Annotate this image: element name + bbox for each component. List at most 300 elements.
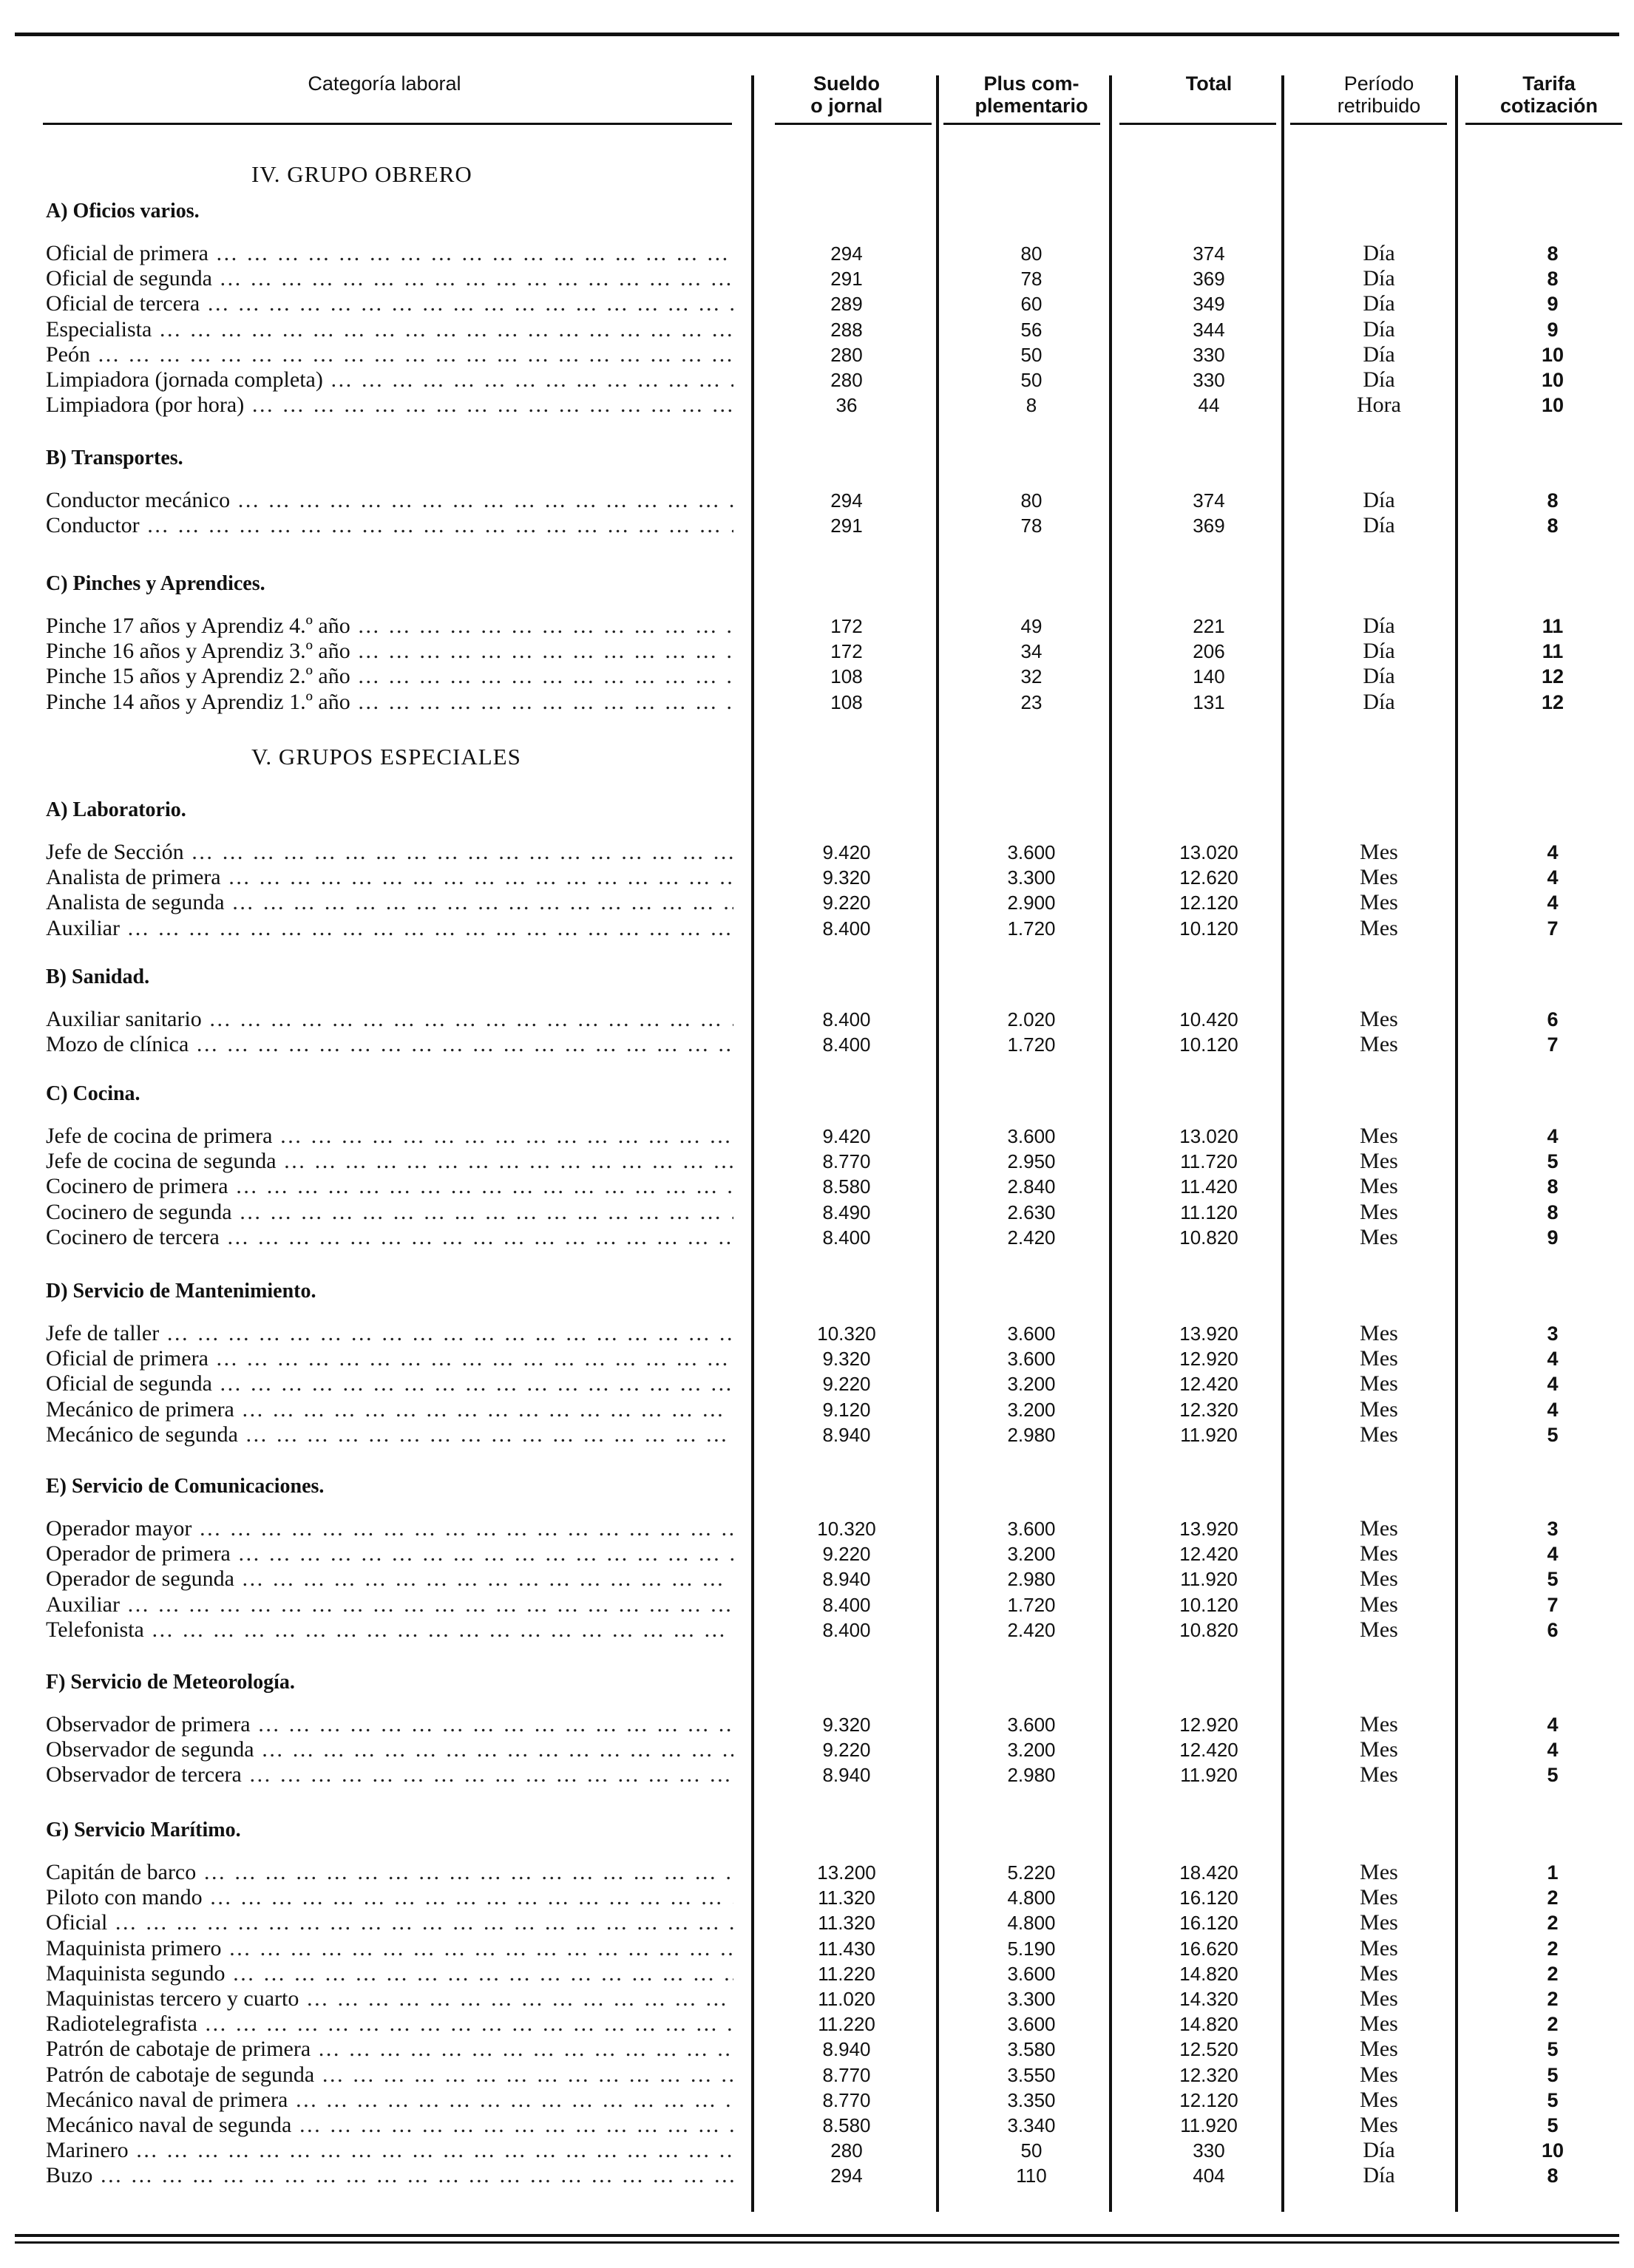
cell-periodo: Día xyxy=(1363,291,1395,316)
cell-plus: 56 xyxy=(1020,318,1043,341)
cell-total: 14.320 xyxy=(1179,1988,1238,2010)
cell-periodo: Mes xyxy=(1360,1346,1398,1371)
cell-sueldo: 294 xyxy=(830,2165,863,2187)
cell-tarifa: 6 xyxy=(1547,1618,1559,1641)
cell-sueldo: 9.320 xyxy=(822,1348,871,1371)
cell-periodo: Mes xyxy=(1360,890,1398,915)
cell-tarifa: 4 xyxy=(1547,1714,1559,1736)
cell-total: 12.420 xyxy=(1179,1373,1238,1396)
cell-sueldo: 11.430 xyxy=(818,1937,875,1960)
section-title: A) Laboratorio. xyxy=(46,798,186,821)
row-label: Cocinero de segunda … … … … … … … … … … … … … … … … … … … … … … … … … … … … … … … … … … … … xyxy=(46,1200,733,1225)
cell-periodo: Mes xyxy=(1360,1321,1398,1345)
cell-total: 330 xyxy=(1193,343,1225,366)
cell-plus: 2.950 xyxy=(1007,1150,1056,1173)
cell-sueldo: 8.940 xyxy=(822,1764,871,1787)
cell-periodo: Mes xyxy=(1360,2087,1398,2112)
cell-tarifa: 7 xyxy=(1547,1593,1559,1616)
row-label: Maquinista segundo … … … … … … … … … … … … … … … … … … … … … … … … … … … … … … … … … … … … xyxy=(46,1961,733,1986)
row-label: Auxiliar … … … … … … … … … … … … … … … … … … … … … … … … … … … … … … … … … … … … xyxy=(46,916,733,941)
cell-plus: 3.200 xyxy=(1007,1398,1056,1421)
table-row xyxy=(0,690,1634,715)
cell-periodo: Mes xyxy=(1360,2011,1398,2037)
row-label: Observador de primera … … … … … … … … … … … … … … … … … … … … … … … … … … … … … … … … … … … … xyxy=(46,1712,733,1737)
group-title: V. GRUPOS ESPECIALES xyxy=(251,744,521,770)
cell-plus: 3.350 xyxy=(1007,2088,1056,2111)
table-row xyxy=(0,2011,1634,2037)
table-row xyxy=(0,393,1634,418)
cell-total: 11.920 xyxy=(1180,1764,1238,1787)
cell-periodo: Día xyxy=(1363,241,1395,265)
cell-tarifa: 1 xyxy=(1547,1861,1559,1884)
cell-sueldo: 8.940 xyxy=(822,1423,871,1446)
table-row xyxy=(0,1371,1634,1396)
table-row xyxy=(0,1346,1634,1371)
cell-tarifa: 4 xyxy=(1547,1739,1559,1762)
section-title: A) Oficios varios. xyxy=(46,200,200,223)
table-row xyxy=(0,2163,1634,2188)
cell-periodo: Mes xyxy=(1360,1199,1398,1224)
cell-total: 12.320 xyxy=(1179,2063,1238,2086)
cell-plus: 80 xyxy=(1020,489,1043,512)
cell-sueldo: 9.320 xyxy=(822,866,871,889)
table-row xyxy=(0,1592,1634,1617)
bottom-rule-2 xyxy=(15,2241,1619,2244)
row-label: Limpiadora (por hora) … … … … … … … … … … … … … … … … … … … … … … … … … … … … … … … … … … … … xyxy=(46,393,733,418)
cell-tarifa: 8 xyxy=(1547,2165,1559,2187)
cell-total: 12.920 xyxy=(1179,1348,1238,1371)
cell-tarifa: 3 xyxy=(1547,1323,1559,1345)
row-label: Pinche 14 años y Aprendiz 1.º año … … … … … … … … … … … … … … … … … … … … … … … … … … … … … … … … … … … … xyxy=(46,690,733,715)
cell-total: 11.920 xyxy=(1180,1423,1238,1446)
cell-total: 12.420 xyxy=(1179,1739,1238,1762)
group-title: IV. GRUPO OBRERO xyxy=(251,161,472,187)
cell-periodo: Día xyxy=(1363,664,1395,689)
cell-total: 330 xyxy=(1193,2139,1225,2162)
cell-plus: 50 xyxy=(1020,343,1043,366)
table-row xyxy=(0,1516,1634,1541)
cell-tarifa: 2 xyxy=(1547,1988,1559,2010)
cell-plus: 50 xyxy=(1020,2139,1043,2162)
cell-sueldo: 291 xyxy=(830,268,863,291)
cell-periodo: Mes xyxy=(1360,1712,1398,1736)
cell-sueldo: 8.770 xyxy=(822,1150,871,1173)
row-label: Buzo … … … … … … … … … … … … … … … … … … … … … … … … … … … … … … … … … … … … xyxy=(46,2163,733,2188)
section-title: E) Servicio de Comunicaciones. xyxy=(46,1475,325,1498)
table-row xyxy=(0,664,1634,689)
table-row xyxy=(0,291,1634,316)
cell-tarifa: 5 xyxy=(1547,2088,1559,2111)
table-row xyxy=(0,2113,1634,2138)
row-label: Operador de primera … … … … … … … … … … … … … … … … … … … … … … … … … … … … … … … … … … … … xyxy=(46,1541,733,1566)
table-row xyxy=(0,1422,1634,1447)
cell-sueldo: 9.220 xyxy=(822,1543,871,1566)
table-row xyxy=(0,2138,1634,2163)
cell-sueldo: 172 xyxy=(830,615,863,637)
cell-total: 10.420 xyxy=(1179,1008,1238,1031)
row-label: Conductor mecánico … … … … … … … … … … … … … … … … … … … … … … … … … … … … … … … … … … … … xyxy=(46,488,733,513)
row-label: Cocinero de tercera … … … … … … … … … … … … … … … … … … … … … … … … … … … … … … … … … … … … xyxy=(46,1225,733,1250)
cell-periodo: Mes xyxy=(1360,1174,1398,1199)
cell-periodo: Día xyxy=(1363,367,1395,392)
cell-plus: 50 xyxy=(1020,369,1043,391)
cell-total: 11.720 xyxy=(1180,1150,1238,1173)
cell-tarifa: 12 xyxy=(1541,690,1564,713)
table-row xyxy=(0,1737,1634,1762)
cell-sueldo: 280 xyxy=(830,369,863,391)
cell-tarifa: 10 xyxy=(1541,369,1564,391)
table-row xyxy=(0,1617,1634,1643)
row-label: Cocinero de primera … … … … … … … … … … … … … … … … … … … … … … … … … … … … … … … … … … … … xyxy=(46,1174,733,1199)
cell-tarifa: 5 xyxy=(1547,1568,1559,1591)
cell-plus: 3.300 xyxy=(1007,866,1056,889)
cell-periodo: Mes xyxy=(1360,1986,1398,2011)
cell-plus: 78 xyxy=(1020,515,1043,537)
cell-total: 14.820 xyxy=(1179,2013,1238,2036)
cell-sueldo: 9.120 xyxy=(822,1398,871,1421)
table-row xyxy=(0,342,1634,367)
cell-total: 349 xyxy=(1193,293,1225,316)
cell-sueldo: 36 xyxy=(835,394,858,417)
section-title: D) Servicio de Mantenimiento. xyxy=(46,1280,316,1303)
cell-sueldo: 8.580 xyxy=(822,1175,871,1198)
cell-periodo: Mes xyxy=(1360,840,1398,864)
header-tarifa-line1: Tarifa xyxy=(1522,72,1576,95)
cell-sueldo: 11.320 xyxy=(818,1887,875,1909)
cell-periodo: Mes xyxy=(1360,1885,1398,1910)
row-label: Maquinista primero … … … … … … … … … … … … … … … … … … … … … … … … … … … … … … … … … … … … xyxy=(46,1936,733,1961)
cell-sueldo: 9.220 xyxy=(822,1739,871,1762)
table-row xyxy=(0,1124,1634,1149)
row-label: Mecánico de segunda … … … … … … … … … … … … … … … … … … … … … … … … … … … … … … … … … … … … xyxy=(46,1422,733,1447)
cell-tarifa: 2 xyxy=(1547,1887,1559,1909)
table-row xyxy=(0,1860,1634,1885)
cell-total: 10.120 xyxy=(1179,917,1238,940)
cell-sueldo: 8.400 xyxy=(822,917,871,940)
cell-tarifa: 10 xyxy=(1541,343,1564,366)
row-label: Peón … … … … … … … … … … … … … … … … … … … … … … … … … … … … … … … … … … … … xyxy=(46,342,733,367)
header-tarifa xyxy=(1468,72,1630,117)
cell-total: 344 xyxy=(1193,318,1225,341)
cell-periodo: Mes xyxy=(1360,1396,1398,1422)
table-row xyxy=(0,1225,1634,1250)
cell-plus: 34 xyxy=(1020,640,1043,663)
cell-tarifa: 8 xyxy=(1547,1175,1559,1198)
table-row xyxy=(0,1910,1634,1935)
cell-total: 16.620 xyxy=(1179,1937,1238,1960)
row-label: Oficial de primera … … … … … … … … … … … … … … … … … … … … … … … … … … … … … … … … … … … … xyxy=(46,1346,733,1371)
cell-sueldo: 8.400 xyxy=(822,1618,871,1641)
cell-total: 12.920 xyxy=(1179,1714,1238,1736)
cell-tarifa: 4 xyxy=(1547,1373,1559,1396)
table-row xyxy=(0,241,1634,266)
cell-plus: 3.200 xyxy=(1007,1543,1056,1566)
row-label: Piloto con mando … … … … … … … … … … … … … … … … … … … … … … … … … … … … … … … … … … … … xyxy=(46,1885,733,1910)
row-label: Capitán de barco … … … … … … … … … … … … … … … … … … … … … … … … … … … … … … … … … … … … xyxy=(46,1860,733,1885)
cell-sueldo: 9.220 xyxy=(822,892,871,914)
cell-plus: 78 xyxy=(1020,268,1043,291)
cell-total: 374 xyxy=(1193,489,1225,512)
cell-tarifa: 7 xyxy=(1547,1033,1559,1056)
cell-periodo: Mes xyxy=(1360,1737,1398,1762)
cell-tarifa: 4 xyxy=(1547,841,1559,863)
table-row xyxy=(0,1762,1634,1787)
cell-plus: 3.600 xyxy=(1007,1323,1056,1345)
cell-sueldo: 13.200 xyxy=(817,1861,876,1884)
row-label: Analista de segunda … … … … … … … … … … … … … … … … … … … … … … … … … … … … … … … … … … … … xyxy=(46,890,733,915)
cell-tarifa: 8 xyxy=(1547,1201,1559,1223)
cell-periodo: Mes xyxy=(1360,2062,1398,2087)
cell-total: 330 xyxy=(1193,369,1225,391)
table-row xyxy=(0,488,1634,513)
cell-periodo: Mes xyxy=(1360,1935,1398,1960)
cell-plus: 3.600 xyxy=(1007,1518,1056,1540)
cell-periodo: Mes xyxy=(1360,915,1398,940)
cell-plus: 3.200 xyxy=(1007,1373,1056,1396)
cell-sueldo: 288 xyxy=(830,318,863,341)
cell-periodo: Mes xyxy=(1360,1422,1398,1447)
cell-total: 131 xyxy=(1193,690,1225,713)
table-row xyxy=(0,840,1634,865)
cell-plus: 2.840 xyxy=(1007,1175,1056,1198)
cell-total: 221 xyxy=(1193,615,1225,637)
row-label: Mecánico naval de primera … … … … … … … … … … … … … … … … … … … … … … … … … … … … … … … … … … … … xyxy=(46,2088,733,2113)
cell-total: 369 xyxy=(1193,515,1225,537)
cell-tarifa: 2 xyxy=(1547,1937,1559,1960)
cell-sueldo: 280 xyxy=(830,2139,863,2162)
row-label: Oficial de segunda … … … … … … … … … … … … … … … … … … … … … … … … … … … … … … … … … … … … xyxy=(46,266,733,291)
cell-total: 13.920 xyxy=(1179,1323,1238,1345)
cell-plus: 3.600 xyxy=(1007,1962,1056,1985)
cell-sueldo: 11.320 xyxy=(818,1912,875,1935)
cell-plus: 3.340 xyxy=(1007,2114,1056,2136)
cell-plus: 4.800 xyxy=(1007,1912,1056,1935)
cell-plus: 8 xyxy=(1026,394,1037,417)
table-row xyxy=(0,1397,1634,1422)
cell-periodo: Día xyxy=(1363,513,1395,538)
cell-sueldo: 8.940 xyxy=(822,2038,871,2061)
header-sueldo-line1: Sueldo xyxy=(813,72,880,95)
row-label: Mecánico naval de segunda … … … … … … … … … … … … … … … … … … … … … … … … … … … … … … … … … … … … xyxy=(46,2113,733,2138)
cell-tarifa: 5 xyxy=(1547,2063,1559,2086)
cell-periodo: Mes xyxy=(1360,1566,1398,1592)
row-label: Oficial … … … … … … … … … … … … … … … … … … … … … … … … … … … … … … … … … … … … xyxy=(46,1910,733,1935)
cell-plus: 2.020 xyxy=(1007,1008,1056,1031)
cell-total: 11.920 xyxy=(1180,1568,1238,1591)
cell-tarifa: 11 xyxy=(1542,615,1564,637)
cell-total: 12.320 xyxy=(1179,1398,1238,1421)
cell-total: 12.120 xyxy=(1179,2088,1238,2111)
cell-plus: 5.220 xyxy=(1007,1861,1056,1884)
table-row xyxy=(0,367,1634,393)
row-label: Pinche 16 años y Aprendiz 3.º año … … … … … … … … … … … … … … … … … … … … … … … … … … … … … … … … … … … … xyxy=(46,639,733,664)
row-label: Pinche 17 años y Aprendiz 4.º año … … … … … … … … … … … … … … … … … … … … … … … … … … … … … … … … … … … … xyxy=(46,614,733,639)
row-label: Pinche 15 años y Aprendiz 2.º año … … … … … … … … … … … … … … … … … … … … … … … … … … … … … … … … … … … … xyxy=(46,664,733,689)
cell-periodo: Día xyxy=(1363,2163,1395,2188)
cell-sueldo: 108 xyxy=(830,665,863,688)
cell-plus: 3.600 xyxy=(1007,2013,1056,2036)
cell-plus: 110 xyxy=(1016,2165,1047,2187)
cell-tarifa: 5 xyxy=(1547,1764,1559,1787)
cell-plus: 1.720 xyxy=(1007,917,1056,940)
cell-plus: 3.580 xyxy=(1007,2038,1056,2061)
row-label: Patrón de cabotaje de segunda … … … … … … … … … … … … … … … … … … … … … … … … … … … … … … … … … … … … xyxy=(46,2062,733,2088)
table-row xyxy=(0,1541,1634,1566)
cell-tarifa: 9 xyxy=(1547,318,1559,341)
cell-plus: 3.550 xyxy=(1007,2063,1056,2086)
cell-sueldo: 11.020 xyxy=(818,1988,875,2010)
row-label: Telefonista … … … … … … … … … … … … … … … … … … … … … … … … … … … … … … … … … … … … xyxy=(46,1617,733,1643)
section-title: C) Pinches y Aprendices. xyxy=(46,572,265,595)
row-label: Marinero … … … … … … … … … … … … … … … … … … … … … … … … … … … … … … … … … … … … xyxy=(46,2138,733,2163)
cell-tarifa: 4 xyxy=(1547,1348,1559,1371)
cell-tarifa: 2 xyxy=(1547,1912,1559,1935)
row-label: Analista de primera … … … … … … … … … … … … … … … … … … … … … … … … … … … … … … … … … … … … xyxy=(46,865,733,890)
cell-periodo: Día xyxy=(1363,342,1395,367)
cell-periodo: Día xyxy=(1363,614,1395,638)
cell-tarifa: 2 xyxy=(1547,1962,1559,1985)
cell-tarifa: 3 xyxy=(1547,1518,1559,1540)
cell-tarifa: 8 xyxy=(1547,268,1559,291)
cell-periodo: Mes xyxy=(1360,1224,1398,1249)
cell-tarifa: 7 xyxy=(1547,917,1559,940)
cell-periodo: Mes xyxy=(1360,1762,1398,1787)
cell-sueldo: 9.220 xyxy=(822,1373,871,1396)
header-tarifa-line2: cotización xyxy=(1499,95,1599,117)
row-label: Auxiliar sanitario … … … … … … … … … … … … … … … … … … … … … … … … … … … … … … … … … … … … xyxy=(46,1007,733,1032)
cell-sueldo: 9.320 xyxy=(822,1714,871,1736)
cell-plus: 3.600 xyxy=(1007,1348,1056,1371)
cell-periodo: Mes xyxy=(1360,2113,1398,2137)
cell-periodo: Día xyxy=(1363,639,1395,664)
row-label: Jefe de cocina de segunda … … … … … … … … … … … … … … … … … … … … … … … … … … … … … … … … … … … … xyxy=(46,1149,733,1174)
header-rule-plus xyxy=(943,123,1100,125)
cell-total: 12.520 xyxy=(1179,2038,1238,2061)
cell-sueldo: 8.490 xyxy=(822,1201,871,1223)
cell-tarifa: 10 xyxy=(1541,2139,1564,2162)
cell-tarifa: 4 xyxy=(1547,1125,1559,1147)
cell-periodo: Día xyxy=(1363,316,1395,342)
row-label: Limpiadora (jornada completa) … … … … … … … … … … … … … … … … … … … … … … … … … … … … … … … … … … … … xyxy=(46,367,733,393)
cell-total: 140 xyxy=(1193,665,1225,688)
row-label: Observador de tercera … … … … … … … … … … … … … … … … … … … … … … … … … … … … … … … … … … … … xyxy=(46,1762,733,1787)
cell-plus: 23 xyxy=(1020,690,1043,713)
cell-tarifa: 8 xyxy=(1547,515,1559,537)
row-label: Mozo de clínica … … … … … … … … … … … … … … … … … … … … … … … … … … … … … … … … … … … … xyxy=(46,1032,733,1057)
cell-sueldo: 9.420 xyxy=(822,841,871,863)
cell-plus: 2.420 xyxy=(1007,1226,1056,1249)
cell-periodo: Mes xyxy=(1360,1592,1398,1617)
cell-plus: 1.720 xyxy=(1007,1593,1056,1616)
cell-tarifa: 5 xyxy=(1547,1423,1559,1446)
header-plus-line2: plementario xyxy=(974,95,1088,117)
cell-tarifa: 5 xyxy=(1547,2038,1559,2061)
cell-tarifa: 8 xyxy=(1547,242,1559,265)
section-title: C) Cocina. xyxy=(46,1082,140,1105)
cell-total: 13.920 xyxy=(1179,1518,1238,1540)
cell-total: 10.120 xyxy=(1179,1033,1238,1056)
cell-total: 12.620 xyxy=(1179,866,1238,889)
cell-total: 11.420 xyxy=(1180,1175,1238,1198)
cell-tarifa: 9 xyxy=(1547,1226,1559,1249)
cell-sueldo: 11.220 xyxy=(818,1962,875,1985)
cell-plus: 2.980 xyxy=(1007,1423,1056,1446)
header-sueldo-line2: o jornal xyxy=(810,95,883,117)
cell-sueldo: 294 xyxy=(830,242,863,265)
cell-tarifa: 11 xyxy=(1542,640,1564,663)
cell-plus: 49 xyxy=(1020,615,1043,637)
cell-tarifa: 5 xyxy=(1547,1150,1559,1173)
cell-sueldo: 8.400 xyxy=(822,1226,871,1249)
top-rule xyxy=(15,33,1619,36)
table-row xyxy=(0,890,1634,915)
cell-sueldo: 280 xyxy=(830,343,863,366)
section-title: B) Sanidad. xyxy=(46,965,150,988)
table-row xyxy=(0,865,1634,890)
cell-periodo: Mes xyxy=(1360,2037,1398,2062)
header-rule-total xyxy=(1119,123,1276,125)
cell-tarifa: 4 xyxy=(1547,1543,1559,1566)
header-total: Total xyxy=(1185,72,1233,95)
row-label: Jefe de taller … … … … … … … … … … … … … … … … … … … … … … … … … … … … … … … … … … … … xyxy=(46,1321,733,1346)
cell-sueldo: 108 xyxy=(830,690,863,713)
cell-tarifa: 9 xyxy=(1547,293,1559,316)
table-row xyxy=(0,2062,1634,2088)
table-row xyxy=(0,2088,1634,2113)
header-categoria: Categoría laboral xyxy=(308,72,461,95)
cell-plus: 4.800 xyxy=(1007,1887,1056,1909)
cell-tarifa: 8 xyxy=(1547,489,1559,512)
table-row xyxy=(0,513,1634,538)
header-rule-periodo xyxy=(1290,123,1447,125)
cell-plus: 3.600 xyxy=(1007,841,1056,863)
table-row xyxy=(0,266,1634,291)
cell-periodo: Día xyxy=(1363,488,1395,512)
header-periodo xyxy=(1301,72,1457,117)
row-label: Conductor … … … … … … … … … … … … … … … … … … … … … … … … … … … … … … … … … … … … xyxy=(46,513,733,538)
cell-periodo: Mes xyxy=(1360,1007,1398,1031)
cell-tarifa: 4 xyxy=(1547,866,1559,889)
cell-plus: 32 xyxy=(1020,665,1043,688)
cell-plus: 3.200 xyxy=(1007,1739,1056,1762)
cell-total: 13.020 xyxy=(1179,1125,1238,1147)
row-label: Jefe de cocina de primera … … … … … … … … … … … … … … … … … … … … … … … … … … … … … … … … … … … … xyxy=(46,1124,733,1149)
header-plus-line1: Plus com- xyxy=(983,72,1079,95)
cell-total: 16.120 xyxy=(1179,1887,1238,1909)
cell-periodo: Día xyxy=(1363,689,1395,714)
header-periodo-line2: retribuido xyxy=(1337,95,1421,117)
row-label: Oficial de segunda … … … … … … … … … … … … … … … … … … … … … … … … … … … … … … … … … … … … xyxy=(46,1371,733,1396)
table-row xyxy=(0,1032,1634,1057)
cell-sueldo: 8.400 xyxy=(822,1033,871,1056)
cell-periodo: Mes xyxy=(1360,1960,1398,1986)
cell-sueldo: 8.400 xyxy=(822,1593,871,1616)
cell-total: 369 xyxy=(1193,268,1225,291)
row-label: Mecánico de primera … … … … … … … … … … … … … … … … … … … … … … … … … … … … … … … … … … … … xyxy=(46,1397,733,1422)
cell-periodo: Mes xyxy=(1360,1149,1398,1174)
cell-periodo: Mes xyxy=(1360,1910,1398,1935)
cell-sueldo: 8.770 xyxy=(822,2063,871,2086)
cell-total: 11.920 xyxy=(1180,2114,1238,2136)
row-label: Operador de segunda … … … … … … … … … … … … … … … … … … … … … … … … … … … … … … … … … … … … xyxy=(46,1566,733,1592)
cell-plus: 2.980 xyxy=(1007,1568,1056,1591)
cell-periodo: Mes xyxy=(1360,1371,1398,1396)
cell-sueldo: 9.420 xyxy=(822,1125,871,1147)
table-row xyxy=(0,1200,1634,1225)
cell-total: 13.020 xyxy=(1179,841,1238,863)
table-row xyxy=(0,1566,1634,1592)
row-label: Patrón de cabotaje de primera … … … … … … … … … … … … … … … … … … … … … … … … … … … … … … … … … … … … xyxy=(46,2037,733,2062)
